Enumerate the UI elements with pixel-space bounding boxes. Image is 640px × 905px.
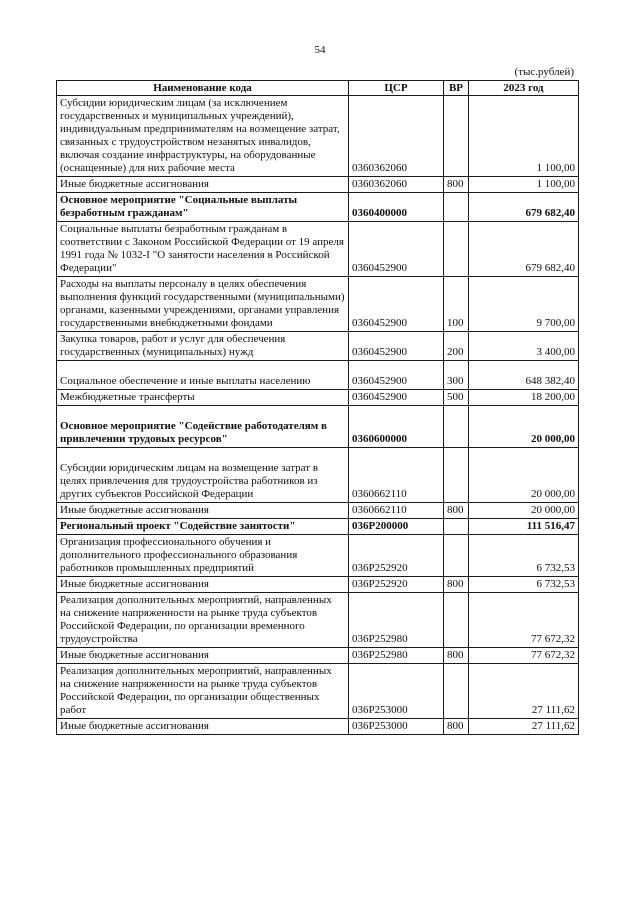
cell-vr: [444, 593, 469, 648]
units-label: (тыс.рублей): [514, 66, 574, 78]
cell-csr: 036P200000: [349, 519, 444, 535]
cell-name: Расходы на выплаты персоналу в целях обеспечения выполнения функций государственными (муниципальными) органами, казенными учреждениями, органами управления государственными внебюджетными фондами: [57, 277, 349, 332]
cell-name: Иные бюджетные ассигнования: [57, 577, 349, 593]
cell-amount: 20 000,00: [469, 503, 579, 519]
cell-amount: 679 682,40: [469, 222, 579, 277]
cell-amount: 20 000,00: [469, 448, 579, 503]
table-row: [57, 593, 579, 648]
cell-vr: 300: [444, 361, 469, 390]
cell-vr: [444, 519, 469, 535]
table-header-row: [57, 81, 579, 96]
cell-name: Межбюджетные трансферты: [57, 390, 349, 406]
cell-vr: [444, 664, 469, 719]
cell-name: Иные бюджетные ассигнования: [57, 177, 349, 193]
cell-name: Региональный проект "Содействие занятости": [57, 519, 349, 535]
cell-amount: 648 382,40: [469, 361, 579, 390]
cell-vr: [444, 96, 469, 177]
cell-name: Иные бюджетные ассигнования: [57, 503, 349, 519]
cell-vr: 800: [444, 177, 469, 193]
header-amount: 2023 год: [469, 81, 579, 96]
table-row: [57, 277, 579, 332]
table-row: [57, 448, 579, 503]
table-row: [57, 332, 579, 361]
table-row: [57, 390, 579, 406]
cell-amount: 27 111,62: [469, 719, 579, 735]
cell-vr: 200: [444, 332, 469, 361]
cell-csr: 0360362060: [349, 177, 444, 193]
cell-name: Субсидии юридическим лицам на возмещение затрат в целях привлечения для трудоустройства работников из других субъектов Российской Федерации: [57, 448, 349, 503]
cell-amount: 3 400,00: [469, 332, 579, 361]
table-row: [57, 96, 579, 177]
budget-table: [56, 80, 579, 735]
cell-csr: 036P252920: [349, 577, 444, 593]
table-row: [57, 503, 579, 519]
table-row: [57, 361, 579, 390]
table-row: [57, 193, 579, 222]
cell-amount: 6 732,53: [469, 535, 579, 577]
cell-amount: 6 732,53: [469, 577, 579, 593]
cell-vr: [444, 406, 469, 448]
cell-amount: 9 700,00: [469, 277, 579, 332]
table-row: [57, 535, 579, 577]
cell-name: Основное мероприятие "Социальные выплаты безработным гражданам": [57, 193, 349, 222]
cell-vr: 800: [444, 648, 469, 664]
cell-amount: 27 111,62: [469, 664, 579, 719]
cell-name: Социальное обеспечение и иные выплаты населению: [57, 361, 349, 390]
page-number: 54: [314, 44, 326, 56]
cell-name: Субсидии юридическим лицам (за исключением государственных и муниципальных учреждений), индивидуальным предпринимателям на возмещение затрат, связанных с трудоустройством незанятых инвалидов, включая создание инфраструктуры, на оборудованные (оснащенные) для них рабочие места: [57, 96, 349, 177]
cell-name: Реализация дополнительных мероприятий, направленных на снижение напряженности на рынке труда субъектов Российской Федерации, по организации общественных работ: [57, 664, 349, 719]
cell-vr: [444, 222, 469, 277]
cell-name: Организация профессионального обучения и дополнительного профессионального образования работников промышленных предприятий: [57, 535, 349, 577]
table-row: [57, 577, 579, 593]
cell-csr: 036P253000: [349, 719, 444, 735]
table-row: [57, 519, 579, 535]
cell-vr: 800: [444, 503, 469, 519]
header-vr: ВР: [444, 81, 469, 96]
cell-csr: 0360400000: [349, 193, 444, 222]
cell-vr: 100: [444, 277, 469, 332]
cell-csr: 036P252920: [349, 535, 444, 577]
cell-csr: 0360452900: [349, 277, 444, 332]
cell-name: Социальные выплаты безработным гражданам в соответствии с Законом Российской Федерации от 19 апреля 1991 года № 1032-I "О занятости населения в Российской Федерации": [57, 222, 349, 277]
table-row: [57, 719, 579, 735]
cell-csr: 036P253000: [349, 664, 444, 719]
cell-csr: 0360662110: [349, 448, 444, 503]
cell-csr: 0360452900: [349, 222, 444, 277]
header-csr: ЦСР: [349, 81, 444, 96]
table-row: [57, 664, 579, 719]
cell-vr: [444, 448, 469, 503]
cell-vr: 800: [444, 577, 469, 593]
cell-name: Иные бюджетные ассигнования: [57, 719, 349, 735]
table-row: [57, 177, 579, 193]
cell-csr: 0360362060: [349, 96, 444, 177]
cell-amount: 679 682,40: [469, 193, 579, 222]
cell-amount: 18 200,00: [469, 390, 579, 406]
cell-vr: [444, 193, 469, 222]
header-name: Наименование кода: [57, 81, 349, 96]
cell-csr: 0360600000: [349, 406, 444, 448]
cell-csr: 0360452900: [349, 361, 444, 390]
cell-vr: 800: [444, 719, 469, 735]
cell-amount: 111 516,47: [469, 519, 579, 535]
cell-name: Иные бюджетные ассигнования: [57, 648, 349, 664]
cell-amount: 1 100,00: [469, 177, 579, 193]
cell-csr: 036P252980: [349, 648, 444, 664]
cell-csr: 036P252980: [349, 593, 444, 648]
table-body: [57, 96, 579, 735]
cell-vr: [444, 535, 469, 577]
cell-name: Основное мероприятие "Содействие работодателям в привлечении трудовых ресурсов": [57, 406, 349, 448]
table-row: [57, 406, 579, 448]
cell-amount: 1 100,00: [469, 96, 579, 177]
cell-amount: 20 000,00: [469, 406, 579, 448]
cell-csr: 0360452900: [349, 390, 444, 406]
cell-amount: 77 672,32: [469, 593, 579, 648]
table-row: [57, 222, 579, 277]
cell-csr: 0360662110: [349, 503, 444, 519]
cell-name: Закупка товаров, работ и услуг для обеспечения государственных (муниципальных) нужд: [57, 332, 349, 361]
cell-csr: 0360452900: [349, 332, 444, 361]
cell-name: Реализация дополнительных мероприятий, направленных на снижение напряженности на рынке труда субъектов Российской Федерации, по организации временного трудоустройства: [57, 593, 349, 648]
cell-amount: 77 672,32: [469, 648, 579, 664]
table-row: [57, 648, 579, 664]
cell-vr: 500: [444, 390, 469, 406]
